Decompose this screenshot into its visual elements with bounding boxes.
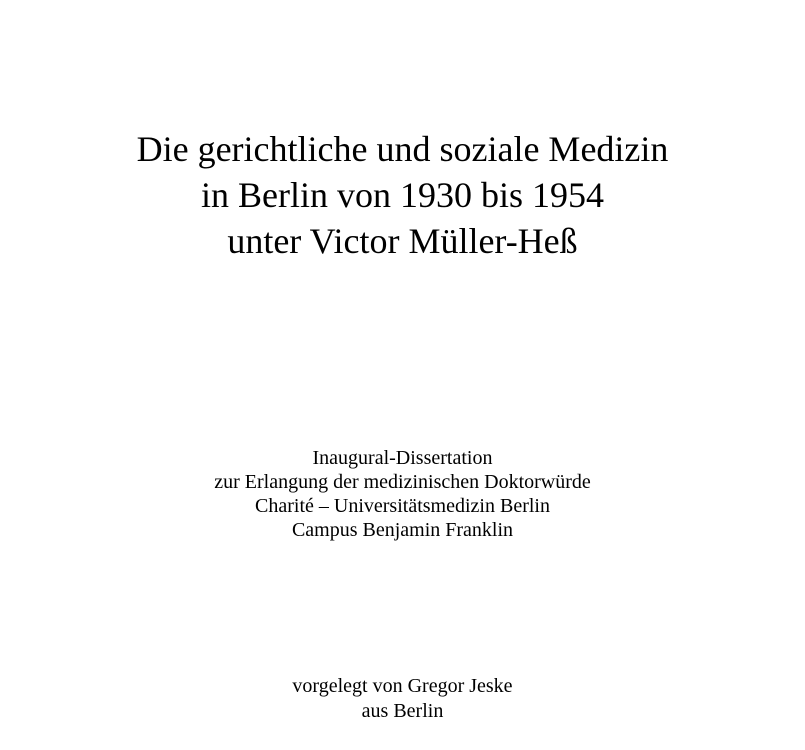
title-line-2: in Berlin von 1930 bis 1954 (201, 175, 604, 215)
institution-name: Charité – Universitätsmedizin Berlin (255, 495, 550, 517)
thesis-title (0, 126, 805, 264)
author-info (0, 674, 805, 724)
author-name: vorgelegt von Gregor Jeske (292, 675, 513, 697)
dissertation-info (0, 446, 805, 542)
campus-name: Campus Benjamin Franklin (291, 519, 514, 541)
dissertation-type: Inaugural-Dissertation (312, 447, 493, 469)
title-line-3: unter Victor Müller-Heß (227, 221, 578, 261)
title-line-1: Die gerichtliche und soziale Medizin (136, 129, 669, 169)
dissertation-purpose: zur Erlangung der medizinischen Doktorwürde (214, 471, 591, 493)
author-origin: aus Berlin (361, 700, 444, 722)
